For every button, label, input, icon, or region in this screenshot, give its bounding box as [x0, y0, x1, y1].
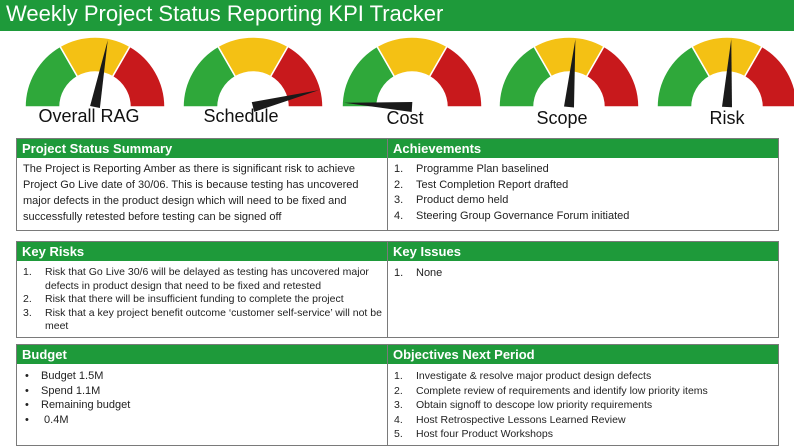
panel-heading: Project Status Summary	[17, 139, 388, 158]
title-banner	[0, 0, 794, 31]
bullet: •	[25, 413, 29, 428]
budget-body	[17, 364, 388, 427]
list-item	[23, 369, 382, 384]
objectives-panel	[387, 344, 779, 446]
item-number: 3.	[394, 398, 403, 413]
item-number: 1.	[394, 266, 403, 282]
gauge-label-scope: Scope	[487, 108, 637, 129]
list-item	[394, 427, 772, 442]
panel-heading: Achievements	[388, 139, 778, 158]
list-item	[23, 266, 382, 293]
list-item	[394, 162, 772, 178]
item-number: 2.	[23, 293, 32, 307]
panel-heading: Objectives Next Period	[388, 345, 778, 364]
achievements-body	[388, 158, 778, 224]
item-text: Budget 1.5M	[41, 370, 103, 382]
key-issues-body	[388, 261, 778, 282]
item-number: 4.	[394, 413, 403, 428]
item-text: Obtain signoff to descope low priority requirements	[416, 399, 652, 411]
item-number: 2.	[394, 384, 403, 399]
key-risks-body	[17, 261, 388, 334]
list-item	[394, 209, 772, 225]
list-item	[394, 398, 772, 413]
list-item	[394, 193, 772, 209]
achievements-panel	[387, 138, 779, 231]
list-item	[394, 384, 772, 399]
list-item	[394, 178, 772, 194]
item-text: Complete review of requirements and identify low priority items	[416, 385, 708, 397]
list-item	[23, 413, 382, 428]
item-number: 1.	[394, 162, 403, 178]
project-status-summary-panel	[16, 138, 389, 231]
item-text: Risk that Go Live 30/6 will be delayed as testing has uncovered major defects in product design that need to be fixed and retested	[45, 266, 369, 292]
item-text: Host Retrospective Lessons Learned Review	[416, 414, 626, 426]
bullet: •	[25, 384, 29, 399]
item-text: Risk that there will be insufficient funding to complete the project	[45, 293, 344, 305]
summary-text: The Project is Reporting Amber as there is significant risk to achieve Project Go Live date of 30/06. This is because testing has uncovered major defects in the product design which will need to be fixed and successfully retested before testing can be signed off	[17, 158, 388, 225]
item-text: Host four Product Workshops	[416, 428, 553, 440]
item-text: Spend 1.1M	[41, 385, 100, 397]
item-text: Investigate & resolve major product design defects	[416, 370, 651, 382]
panel-heading: Key Issues	[388, 242, 778, 261]
gauge-label-risk: Risk	[652, 108, 794, 129]
gauge-label-overall-rag: Overall RAG	[14, 106, 164, 127]
panel-heading: Budget	[17, 345, 388, 364]
item-text: Programme Plan baselined	[416, 163, 549, 175]
page-title: Weekly Project Status Reporting KPI Tracker	[6, 1, 443, 27]
list-item	[23, 293, 382, 307]
key-risks-panel	[16, 241, 389, 338]
item-number: 3.	[394, 193, 403, 209]
list-item	[394, 369, 772, 384]
bullet: •	[25, 398, 29, 413]
item-text: Test Completion Report drafted	[416, 179, 568, 191]
list-item	[394, 413, 772, 428]
item-number: 1.	[23, 266, 32, 280]
bullet: •	[25, 369, 29, 384]
item-number: 4.	[394, 209, 403, 225]
item-number: 3.	[23, 307, 32, 321]
list-item	[23, 307, 382, 334]
item-text: Product demo held	[416, 194, 508, 206]
item-number: 2.	[394, 178, 403, 194]
key-issues-panel	[387, 241, 779, 338]
list-item	[394, 266, 772, 282]
item-text: 0.4M	[41, 414, 69, 426]
item-number: 1.	[394, 369, 403, 384]
gauge-label-cost: Cost	[330, 108, 480, 129]
budget-panel	[16, 344, 389, 446]
list-item	[23, 384, 382, 399]
objectives-body	[388, 364, 778, 442]
panel-heading: Key Risks	[17, 242, 388, 261]
item-text: Risk that a key project benefit outcome ‘customer self-service’ will not be meet	[45, 307, 382, 333]
item-number: 5.	[394, 427, 403, 442]
gauge-label-schedule: Schedule	[166, 106, 316, 127]
list-item	[23, 398, 382, 413]
item-text: Remaining budget	[41, 399, 130, 411]
item-text: None	[416, 267, 442, 279]
item-text: Steering Group Governance Forum initiated	[416, 210, 629, 222]
